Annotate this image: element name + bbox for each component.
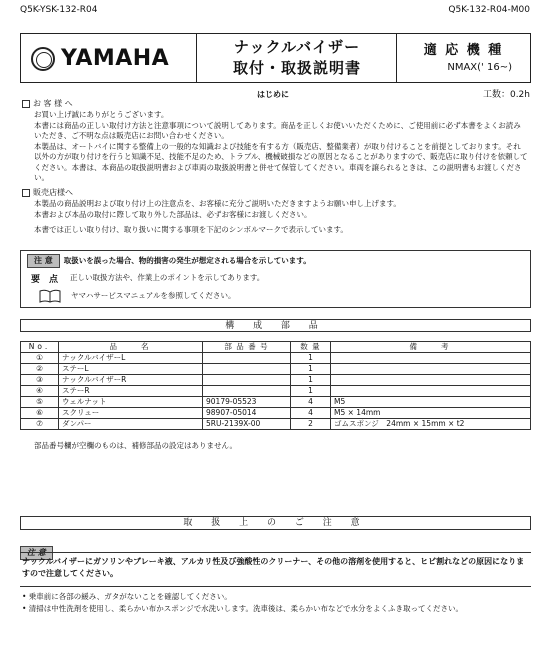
- parts-footnote: 部品番号欄が空欄のものは、補修部品の設定はありません。: [34, 441, 237, 450]
- row-no: ④: [21, 386, 59, 397]
- row-qty: 4: [291, 397, 331, 408]
- dealer-paragraph: 本書では正しい取り付け、取り扱いに関する事項を下記のシンボルマークで表示しています。: [34, 225, 348, 234]
- dealer-section-label: [22, 187, 73, 198]
- customer-section-label: [22, 98, 73, 109]
- handling-band-title: 取 扱 上 の ご 注 意: [20, 516, 531, 530]
- title-right: [396, 34, 530, 82]
- row-no: ①: [21, 353, 59, 364]
- col-part-no: 部 品 番 号: [203, 342, 291, 353]
- row-part-no: [203, 364, 291, 375]
- row-part-no: [203, 386, 291, 397]
- row-name: ナックルバイザーL: [59, 353, 203, 364]
- table-row: [21, 408, 531, 419]
- applicable-label: 適 応 機 種: [423, 43, 504, 58]
- row-no: ⑦: [21, 419, 59, 430]
- table-row: [21, 364, 531, 375]
- square-bullet-icon: [22, 189, 30, 197]
- handling-rule-bottom: [20, 586, 531, 587]
- handling-rule-top: [20, 552, 531, 553]
- customer-paragraph: 本書には商品の正しい取付け方法と注意事項について説明してあります。商品を正しくお使いいただくために、ご使用前に必ず本書をよくお読みいただき、ご不明な点は販売店にお問い合わせください。: [34, 120, 521, 140]
- table-row: [21, 375, 531, 386]
- row-note: [331, 375, 531, 386]
- customer-label: お 客 様 へ: [33, 99, 73, 108]
- dealer-paragraph: 本書および本品の取付に際して取り外した部品は、必ずお客様にお渡しください。: [34, 209, 312, 219]
- row-no: ⑥: [21, 408, 59, 419]
- row-part-no: 98907-05014: [203, 408, 291, 419]
- col-note: 備 考: [331, 342, 531, 353]
- row-qty: 4: [291, 408, 331, 419]
- book-icon: [39, 289, 61, 303]
- dealer-paragraph: 本製品の商品説明および取り付け上の注意点を、お客様に充分ご説明いただきますようお願い申し上げます。: [34, 199, 401, 208]
- yamaha-logo: [31, 46, 169, 71]
- customer-paragraph: お買い上げ誠にありがとうございます。: [34, 110, 169, 119]
- dealer-text: [34, 199, 528, 236]
- row-note: ゴムスポンジ 24mm × 15mm × t2: [331, 419, 531, 430]
- product-name: ナックルバイザー: [233, 38, 361, 56]
- table-row: [21, 353, 531, 364]
- handling-caution-text: ナックルバイザーにガソリンやブレーキ液、アルカリ性及び強酸性のクリーナー、その他の溶剤を使用すると、ヒビ割れなどの原因になりますので注意してください。: [22, 557, 525, 578]
- row-qty: 2: [291, 419, 331, 430]
- handling-caution-tag: 注 意: [20, 546, 53, 560]
- row-note: M5: [331, 397, 531, 408]
- dealer-label: 販売店様へ: [33, 188, 73, 197]
- customer-paragraph: 本製品は、オートバイに関する整備上の一般的な知識および技能を有する方（販売店、整備業者）が取り付けることを前提としております。それ以外の方が取り付けを行うと知識不足、技能不足のため、トラブル、機械破損などの原因となることがありますので、販売店に取り付けを依頼してください。本書は、本商品の取扱説明書および車両の取扱説明書と併せて保管してください。車両を譲られるときは、この説明書もお渡しください。: [34, 141, 528, 182]
- row-note: [331, 353, 531, 364]
- row-note: [331, 364, 531, 375]
- point-label: 要 点: [31, 275, 59, 285]
- work-time: 工数：0.2h: [482, 90, 530, 100]
- square-bullet-icon: [22, 100, 30, 108]
- doc-code-right: Q5K-132-R04-M00: [448, 5, 530, 15]
- col-no: No.: [21, 342, 59, 353]
- table-row: [21, 386, 531, 397]
- parts-table: [20, 341, 531, 430]
- table-row: [21, 419, 531, 430]
- row-qty: 1: [291, 386, 331, 397]
- row-name: スクリュー: [59, 408, 203, 419]
- col-qty: 数 量: [291, 342, 331, 353]
- doc-type: 取付・取扱説明書: [232, 59, 361, 77]
- caution-legend-text: 取扱いを誤った場合、物的損害の発生が想定される場合を示しています。: [63, 255, 311, 265]
- doc-code-left: Q5K-YSK-132-R04: [20, 5, 98, 15]
- row-name: ステーR: [59, 386, 203, 397]
- symbol-legend: [20, 250, 531, 308]
- customer-text: [34, 110, 528, 184]
- row-part-no: [203, 375, 291, 386]
- row-qty: 1: [291, 364, 331, 375]
- row-no: ②: [21, 364, 59, 375]
- title-center: [196, 34, 397, 82]
- row-part-no: 5RU-2139X-00: [203, 419, 291, 430]
- row-note: M5 × 14mm: [331, 408, 531, 419]
- tuning-fork-emblem-icon: [31, 47, 55, 71]
- row-qty: 1: [291, 353, 331, 364]
- row-part-no: [203, 353, 291, 364]
- col-name: 品 名: [59, 342, 203, 353]
- applicable-model: NMAX(' 16~): [447, 62, 512, 73]
- handling-bullets: [22, 591, 530, 615]
- brand-name: YAMAHA: [61, 46, 170, 71]
- row-name: ダンパー: [59, 419, 203, 430]
- manual-legend-text: ヤマハサービスマニュアルを参照してください。: [71, 290, 236, 300]
- handling-bullet: • 乗車前に各部の緩み、ガタがないことを確認してください。: [22, 592, 232, 601]
- point-legend-text: 正しい取扱方法や、作業上のポイントを示してあります。: [70, 273, 265, 283]
- handling-bullet: • 清掃は中性洗剤を使用し、柔らかい布かスポンジで水洗いします。洗車後は、柔らかい布などで水分をよくふき取ってください。: [22, 604, 464, 613]
- row-qty: 1: [291, 375, 331, 386]
- row-name: ウェルナット: [59, 397, 203, 408]
- row-note: [331, 386, 531, 397]
- row-no: ③: [21, 375, 59, 386]
- table-row: [21, 397, 531, 408]
- intro-heading: はじめに: [257, 90, 289, 99]
- caution-tag: 注 意: [27, 254, 60, 268]
- parts-table-header: [21, 342, 531, 353]
- row-name: ナックルバイザーR: [59, 375, 203, 386]
- title-box: [20, 33, 531, 83]
- row-part-no: 90179-05523: [203, 397, 291, 408]
- parts-band-title: 構 成 部 品: [20, 319, 531, 332]
- row-no: ⑤: [21, 397, 59, 408]
- row-name: ステーL: [59, 364, 203, 375]
